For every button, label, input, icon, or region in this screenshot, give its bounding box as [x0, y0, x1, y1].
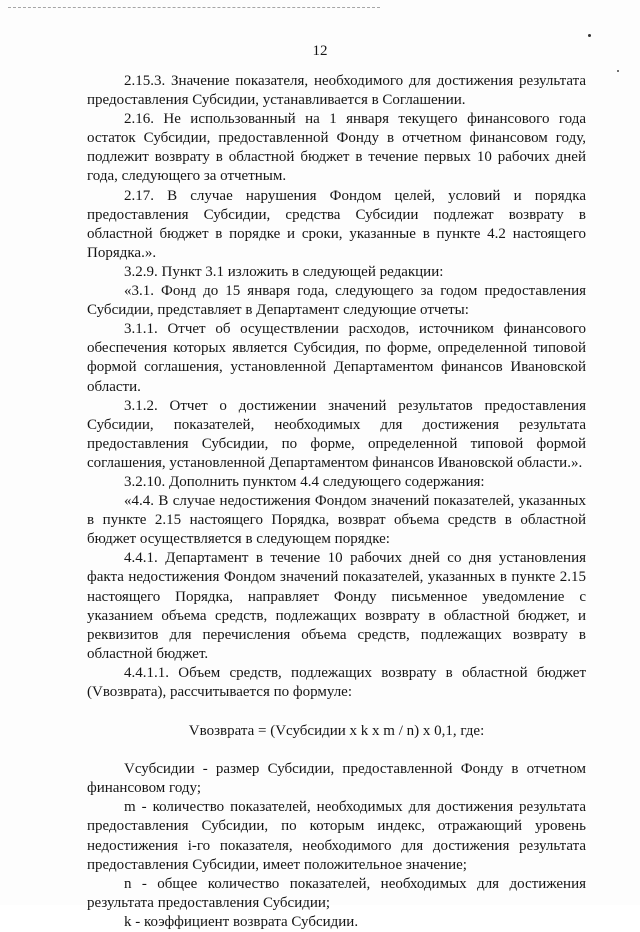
definition-m: m - количество показателей, необходимых для достижения результата предоставления Субсидии, по которым индекс, отражающий уровень недостижения i-го показателя, необходимого для достижения результата предоставления Субсидии, имеет положительное значение; — [87, 799, 586, 873]
definition-k: k - коэффициент возврата Субсидии. — [124, 913, 359, 930]
paragraph-2-16: 2.16. Не использованный на 1 января текущего финансового года остаток Субсидии, предоставленной Фонду в отчетном финансовом году, подлежит возврату в областной бюджет в течение первых 10 рабочих дней года, следующего за отчетным. — [87, 111, 586, 185]
paragraph-4-4-1: 4.4.1. Департамент в течение 10 рабочих дней со дня установления факта недостижения Фондом значений показателей, указанных в пункте 2.15 настоящего Порядка, направляет Фонду письменное уведомление с указанием объема средств, подлежащих возврату в областной бюджет, и реквизитов для перечисления объема средств, подлежащих возврату в областной бюджет. — [87, 550, 586, 662]
scan-artifact-line — [8, 7, 380, 8]
paragraph-2-15-3: 2.15.3. Значение показателя, необходимого для достижения результата предоставления Субсидии, устанавливается в Соглашении. — [87, 73, 586, 109]
definition-v-subsidy: Vсубсидии - размер Субсидии, предоставленной Фонду в отчетном финансовом году; — [87, 761, 586, 797]
definition-n: n - общее количество показателей, необходимых для достижения результата предоставления Субсидии; — [87, 875, 586, 911]
return-formula: Vвозврата = (Vсубсидии x k x m / n) x 0,1, где: — [188, 723, 485, 740]
paragraph-3-1-1: 3.1.1. Отчет об осуществлении расходов, источником финансового обеспечения которых является Субсидия, по форме, определенной типовой формой соглашения, установленной Департаментом финансов Ивановской области. — [87, 321, 586, 395]
paragraph-3-2-9: 3.2.9. Пункт 3.1 изложить в следующей редакции: — [124, 263, 444, 280]
paragraph-2-17: 2.17. В случае нарушения Фондом целей, условий и порядка предоставления Субсидии, средства Субсидии подлежат возврату в областной бюджет в порядке и сроки, указанные в пункте 4.2 настоящего Порядка.». — [87, 187, 586, 261]
scan-speck — [617, 70, 619, 72]
paragraph-4-4-1-1: 4.4.1.1. Объем средств, подлежащих возврату в областной бюджет (Vвозврата), рассчитывается по формуле: — [87, 664, 586, 700]
page-number: 12 — [312, 43, 328, 59]
paragraph-3-2-10: 3.2.10. Дополнить пунктом 4.4 следующего содержания: — [124, 473, 485, 490]
paragraph-3-1: «3.1. Фонд до 15 января года, следующего за годом предоставления Субсидии, представляет в Департамент следующие отчеты: — [87, 283, 586, 319]
document-body — [87, 72, 586, 932]
scan-speck — [588, 34, 591, 37]
paragraph-4-4: «4.4. В случае недостижения Фондом значений показателей, указанных в пункте 2.15 настоящего Порядка, возврат объема средств в областной бюджет осуществляется в следующем порядке: — [87, 493, 586, 548]
paragraph-3-1-2: 3.1.2. Отчет о достижении значений результатов предоставления Субсидии, показателей, необходимых для достижения результата предоставления Субсидии, по форме, определенной типовой формой соглашения, установленной Департаментом финансов Ивановской области.». — [87, 397, 586, 471]
